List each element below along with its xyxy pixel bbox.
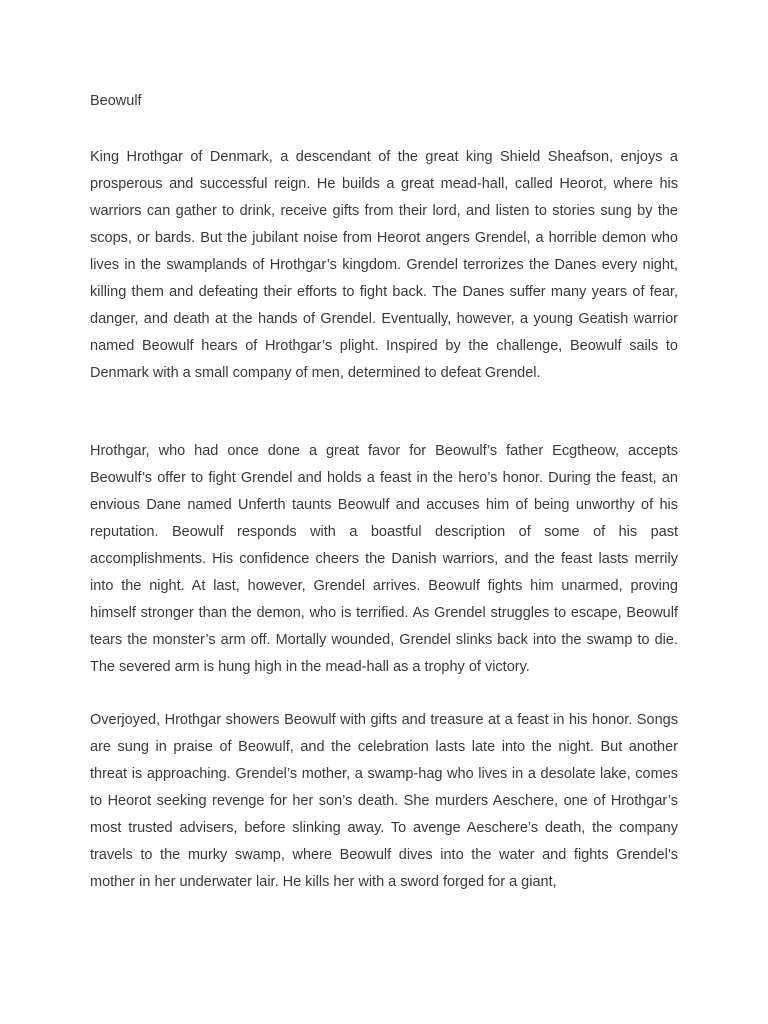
document-title: Beowulf bbox=[90, 93, 142, 109]
paragraph-2: Hrothgar, who had once done a great favor for Beowulf’s father Ecgtheow, accepts Beowulf’s offer to fight Grendel and holds a feast in the hero’s honor. During the feast, an envious Dane named Unferth taunts Beowulf and accuses him of being unworthy of his reputation. Beowulf responds with a boastful description of some of his past accomplishments. His confidence cheers the Danish warriors, and the feast lasts merrily into the night. At last, however, Grendel arrives. Beowulf fights him unarmed, proving himself stronger than the demon, who is terrified. As Grendel struggles to escape, Beowulf tears the monster’s arm off. Mortally wounded, Grendel slinks back into the swamp to die. The severed arm is hung high in the mead-hall as a trophy of victory. bbox=[90, 443, 678, 675]
paragraph-1: King Hrothgar of Denmark, a descendant of the great king Shield Sheafson, enjoys a prosperous and successful reign. He builds a great mead-hall, called Heorot, where his warriors can gather to drink, receive gifts from their lord, and listen to stories sung by the scops, or bards. But the jubilant noise from Heorot angers Grendel, a horrible demon who lives in the swamplands of Hrothgar’s kingdom. Grendel terrorizes the Danes every night, killing them and defeating their efforts to fight back. The Danes suffer many years of fear, danger, and death at the hands of Grendel. Eventually, however, a young Geatish warrior named Beowulf hears of Hrothgar’s plight. Inspired by the challenge, Beowulf sails to Denmark with a small company of men, determined to defeat Grendel. bbox=[90, 149, 678, 381]
paragraph-3: Overjoyed, Hrothgar showers Beowulf with gifts and treasure at a feast in his honor. Songs are sung in praise of Beowulf, and the celebration lasts late into the night. But another threat is approaching. Grendel’s mother, a swamp-hag who lives in a desolate lake, comes to Heorot seeking revenge for her son’s death. She murders Aeschere, one of Hrothgar’s most trusted advisers, before slinking away. To avenge Aeschere’s death, the company travels to the murky swamp, where Beowulf dives into the water and fights Grendel’s mother in her underwater lair. He kills her with a sword forged for a giant, bbox=[90, 712, 678, 890]
